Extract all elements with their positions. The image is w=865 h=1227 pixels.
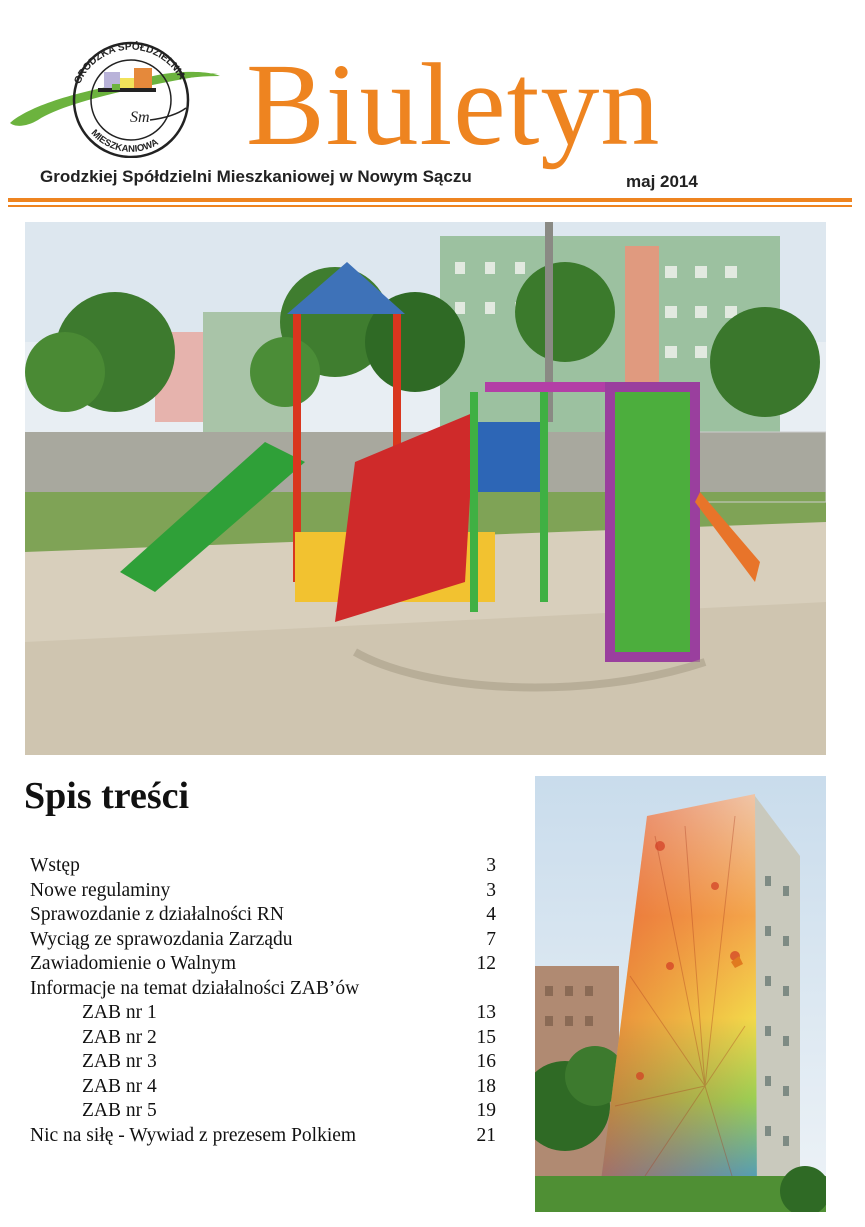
- toc-entry-label: Wstęp: [30, 855, 80, 876]
- header-rule-thin: [8, 205, 852, 207]
- toc-entry-label: Wyciąg ze sprawozdania Zarządu: [30, 928, 293, 950]
- toc-entry-label: ZAB nr 1: [82, 1002, 157, 1023]
- toc-entry-label: Informacje na temat działalności ZAB’ów: [30, 977, 360, 999]
- toc-entry-label: ZAB nr 5: [82, 1100, 157, 1121]
- playground-photo: [25, 222, 826, 755]
- logo-ring-bottom-text: MIESZKANIOWA: [88, 127, 161, 155]
- toc-entry-label: Nic na siłę - Wywiad z prezesem Polkiem: [30, 1124, 357, 1146]
- toc-entry: [30, 854, 500, 879]
- toc-entry: [30, 928, 500, 953]
- toc-entry-label: Sprawozdanie z działalności RN: [30, 904, 284, 925]
- toc-subentry: [30, 1075, 500, 1100]
- toc-entry-page: 3: [486, 855, 496, 876]
- toc-entry-page: 18: [476, 1075, 496, 1097]
- toc-entry: [30, 879, 500, 904]
- toc-subentry: [30, 1001, 500, 1026]
- toc-entry-label: ZAB nr 2: [82, 1026, 157, 1048]
- table-of-contents: [30, 854, 500, 1148]
- toc-entry: [30, 952, 500, 977]
- header-rule-thick: [8, 198, 852, 202]
- mural-building-photo: [535, 776, 826, 1212]
- cooperative-logo: [8, 28, 228, 158]
- toc-entry-page: 7: [486, 928, 496, 950]
- toc-subentry: [30, 1050, 500, 1075]
- toc-entry-page: 19: [476, 1100, 496, 1121]
- toc-entry-page: 13: [476, 1002, 496, 1023]
- toc-subentry: [30, 1026, 500, 1051]
- toc-subentry: [30, 1099, 500, 1124]
- toc-entry-page: 4: [486, 904, 496, 925]
- toc-entry: [30, 1124, 500, 1149]
- toc-entry-page: 12: [476, 953, 496, 974]
- toc-heading: Spis treści: [24, 775, 190, 817]
- toc-entry: [30, 903, 500, 928]
- toc-section-heading: [30, 977, 500, 1002]
- toc-entry-page: 15: [476, 1026, 496, 1048]
- publication-subtitle: Grodzkiej Spółdzielni Mieszkaniowej w Nowym Sączu: [40, 167, 472, 186]
- toc-entry-page: 21: [476, 1124, 496, 1146]
- logo-ring-top-text: GRODZKA SPÓŁDZIELNIA: [72, 41, 188, 86]
- toc-entry-page: 16: [476, 1051, 496, 1072]
- publication-title: Biuletyn: [246, 39, 661, 170]
- svg-text:MIESZKANIOWA: [89, 128, 161, 155]
- toc-entry-label: Zawiadomienie o Walnym: [30, 953, 237, 974]
- toc-entry-page: 3: [486, 879, 496, 901]
- toc-entry-label: Nowe regulaminy: [30, 879, 171, 901]
- toc-entry-label: ZAB nr 4: [82, 1075, 157, 1097]
- toc-entry-label: ZAB nr 3: [82, 1051, 157, 1072]
- issue-date: maj 2014: [626, 172, 698, 191]
- logo-mark-text: Sm: [130, 109, 150, 126]
